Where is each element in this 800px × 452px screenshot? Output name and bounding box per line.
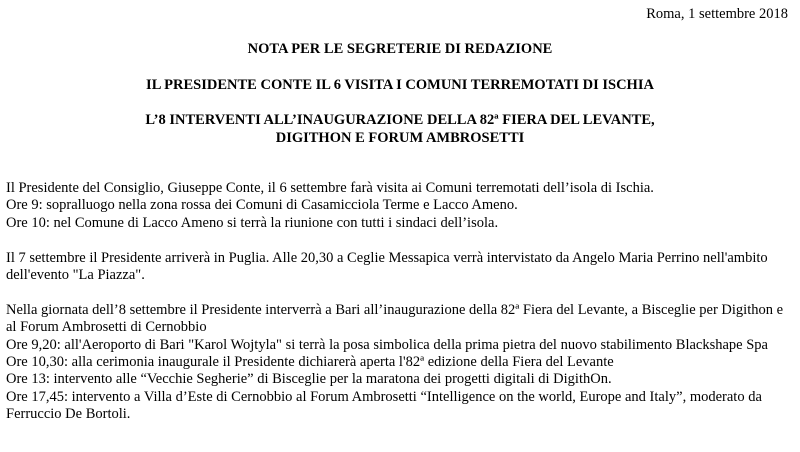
heading-fiera-line2: DIGITHON E FORUM AMBROSETTI <box>275 130 525 146</box>
paragraph-ore-10: Ore 10: nel Comune di Lacco Ameno si terrà la riunione con tutti i sindaci dell’isola. <box>6 214 499 231</box>
paragraph-ore-10-30: Ore 10,30: alla cerimonia inaugurale il Presidente dichiarerà aperta l'82ª edizione della Fiera del Levante <box>6 354 614 371</box>
spacer <box>6 232 796 249</box>
heading-note: NOTA PER LE SEGRETERIE DI REDAZIONE <box>247 41 553 57</box>
paragraph-ore-9: Ore 9: sopralluogo nella zona rossa dei Comuni di Casamicciola Terme e Lacco Ameno. <box>6 197 518 214</box>
paragraph-ischia-intro: Il Presidente del Consiglio, Giuseppe Conte, il 6 settembre farà visita ai Comuni terremotati dell’isola di Ischia. <box>6 180 654 196</box>
heading-ischia-visit: IL PRESIDENTE CONTE IL 6 VISITA I COMUNI TERREMOTATI DI ISCHIA <box>146 77 654 93</box>
paragraph-ore-9-20: Ore 9,20: all'Aeroporto di Bari "Karol Wojtyla" si terrà la posa simbolica della prima pietra del nuovo stabilimento Blackshape Spa <box>6 336 768 353</box>
spacer <box>6 284 796 301</box>
paragraph-8-settembre: Nella giornata dell’8 settembre il Presidente interverrà a Bari all’inaugurazione della 82ª Fiera del Levante, a Bisceglie per Digithon e al Forum Ambrosetti di Cernobbio <box>6 301 784 336</box>
paragraph-puglia: Il 7 settembre il Presidente arriverà in Puglia. Alle 20,30 a Ceglie Messapica verrà intervistato da Angelo Maria Perrino nell'ambito dell'evento "La Piazza". <box>6 249 768 284</box>
document-date: Roma, 1 settembre 2018 <box>646 6 788 22</box>
heading-fiera-line1: L’8 INTERVENTI ALL’INAUGURAZIONE DELLA 82ª FIERA DEL LEVANTE, <box>145 112 655 128</box>
paragraph-ore-13: Ore 13: intervento alle “Vecchie Segherie” di Bisceglie per la maratona dei progetti digitali di DigithOn. <box>6 371 612 388</box>
paragraph-ore-17-45: Ore 17,45: intervento a Villa d’Este di Cernobbio al Forum Ambrosetti “Intelligence on the world, Europe and Italy”, moderato da Ferruccio De Bortoli. <box>6 388 762 423</box>
document-body <box>6 180 796 424</box>
